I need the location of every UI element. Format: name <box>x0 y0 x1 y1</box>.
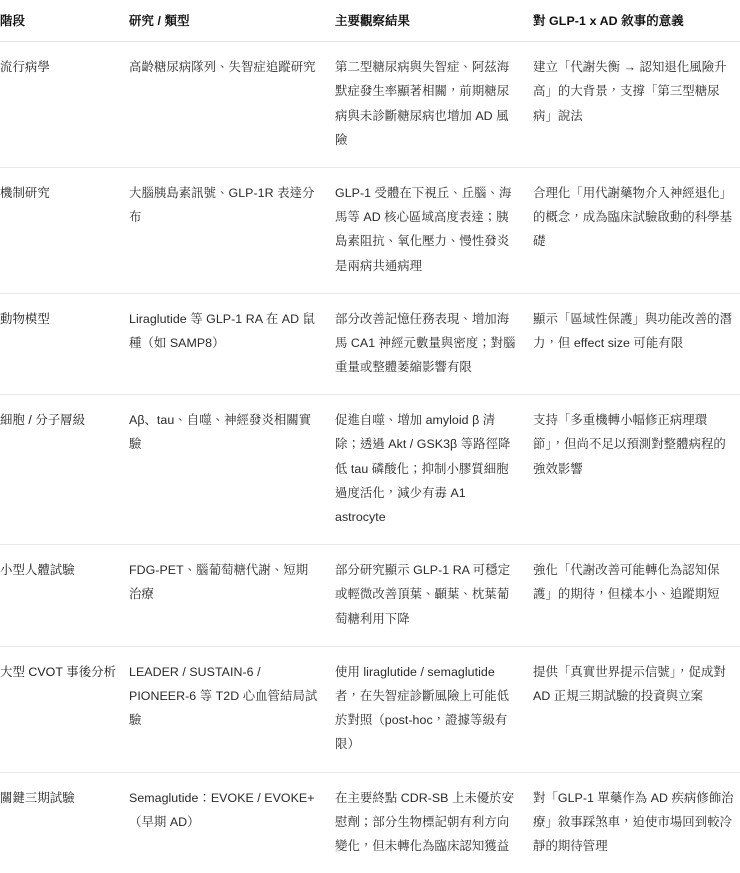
cell-findings: 部分研究顯示 GLP-1 RA 可穩定或輕微改善頂葉、顳葉、枕葉葡萄糖利用下降 <box>335 545 533 647</box>
cell-findings: 部分改善記憶任務表現、增加海馬 CA1 神經元數量與密度；對腦重量或整體萎縮影響有限 <box>335 293 533 395</box>
cell-study-type: FDG-PET、腦葡萄糖代謝、短期治療 <box>129 545 335 647</box>
cell-stage: 機制研究 <box>0 167 129 293</box>
cell-meaning: 支持「多重機轉小幅修正病理環節」，但尚不足以預測對整體病程的強效影響 <box>533 395 740 545</box>
cell-meaning: 對「GLP-1 單藥作為 AD 疾病修飾治療」敘事踩煞車，迫使市場回到較冷靜的期待管理 <box>533 790 734 853</box>
cell-study-type: Liraglutide 等 GLP-1 RA 在 AD 鼠種（如 SAMP8） <box>129 293 335 395</box>
cell-meaning: 合理化「用代謝藥物介入神經退化」的概念，成為臨床試驗啟動的科學基礎 <box>533 167 740 293</box>
cell-stage: 動物模型 <box>0 293 129 395</box>
cell-findings: 使用 liraglutide / semaglutide 者，在失智症診斷風險上可能低於對照（post-hoc，證據等級有限） <box>335 646 533 772</box>
cell-stage: 關鍵三期試驗 <box>0 790 75 805</box>
table-header <box>0 0 740 42</box>
column-header-findings: 主要觀察結果 <box>335 0 533 42</box>
cell-study-type: 高齡糖尿病隊列、失智症追蹤研究 <box>129 42 335 168</box>
table-row <box>0 395 740 545</box>
column-header-meaning: 對 GLP-1 x AD 敘事的意義 <box>533 0 740 42</box>
table-header-row <box>0 0 740 42</box>
cell-stage: 小型人體試驗 <box>0 545 129 647</box>
cell-findings: GLP-1 受體在下視丘、丘腦、海馬等 AD 核心區域高度表達；胰島素阻抗、氧化壓力、慢性發炎是兩病共通病理 <box>335 167 533 293</box>
table-row <box>0 42 740 168</box>
table-row <box>0 167 740 293</box>
cell-stage: 細胞 / 分子層級 <box>0 395 129 545</box>
table-row <box>0 772 740 873</box>
table-row <box>0 545 740 647</box>
cell-study-type: LEADER / SUSTAIN-6 / PIONEER-6 等 T2D 心血管結局試驗 <box>129 646 335 772</box>
cell-stage: 流行病學 <box>0 42 129 168</box>
cell-study-type: Semaglutide：EVOKE / EVOKE+（早期 AD） <box>129 790 315 829</box>
cell-study-type: 大腦胰島素訊號、GLP-1R 表達分布 <box>129 167 335 293</box>
cell-stage: 大型 CVOT 事後分析 <box>0 646 129 772</box>
cell-meaning: 建立「代謝失衡 → 認知退化風險升高」的大背景，支撐「第三型糖尿病」說法 <box>533 42 740 168</box>
cell-findings: 第二型糖尿病與失智症、阿茲海默症發生率顯著相關，前期糖尿病與未診斷糖尿病也增加 AD 風險 <box>335 42 533 168</box>
cell-meaning: 強化「代謝改善可能轉化為認知保護」的期待，但樣本小、追蹤期短 <box>533 545 740 647</box>
table-body <box>0 42 740 873</box>
cell-meaning: 顯示「區域性保護」與功能改善的潛力，但 effect size 可能有限 <box>533 293 740 395</box>
cell-findings: 促進自噬、增加 amyloid β 清除；透過 Akt / GSK3β 等路徑降低 tau 磷酸化；抑制小膠質細胞過度活化，減少有毒 A1 astrocyte <box>335 395 533 545</box>
cell-findings: 在主要終點 CDR-SB 上未優於安慰劑；部分生物標記朝有利方向變化，但未轉化為臨床認知獲益 <box>335 790 515 853</box>
table-row <box>0 293 740 395</box>
cell-study-type: Aβ、tau、自噬、神經發炎相關實驗 <box>129 395 335 545</box>
cell-meaning: 提供「真實世界提示信號」，促成對 AD 正規三期試驗的投資與立案 <box>533 646 740 772</box>
column-header-stage: 階段 <box>0 0 129 42</box>
column-header-study-type: 研究 / 類型 <box>129 0 335 42</box>
table-row <box>0 646 740 772</box>
